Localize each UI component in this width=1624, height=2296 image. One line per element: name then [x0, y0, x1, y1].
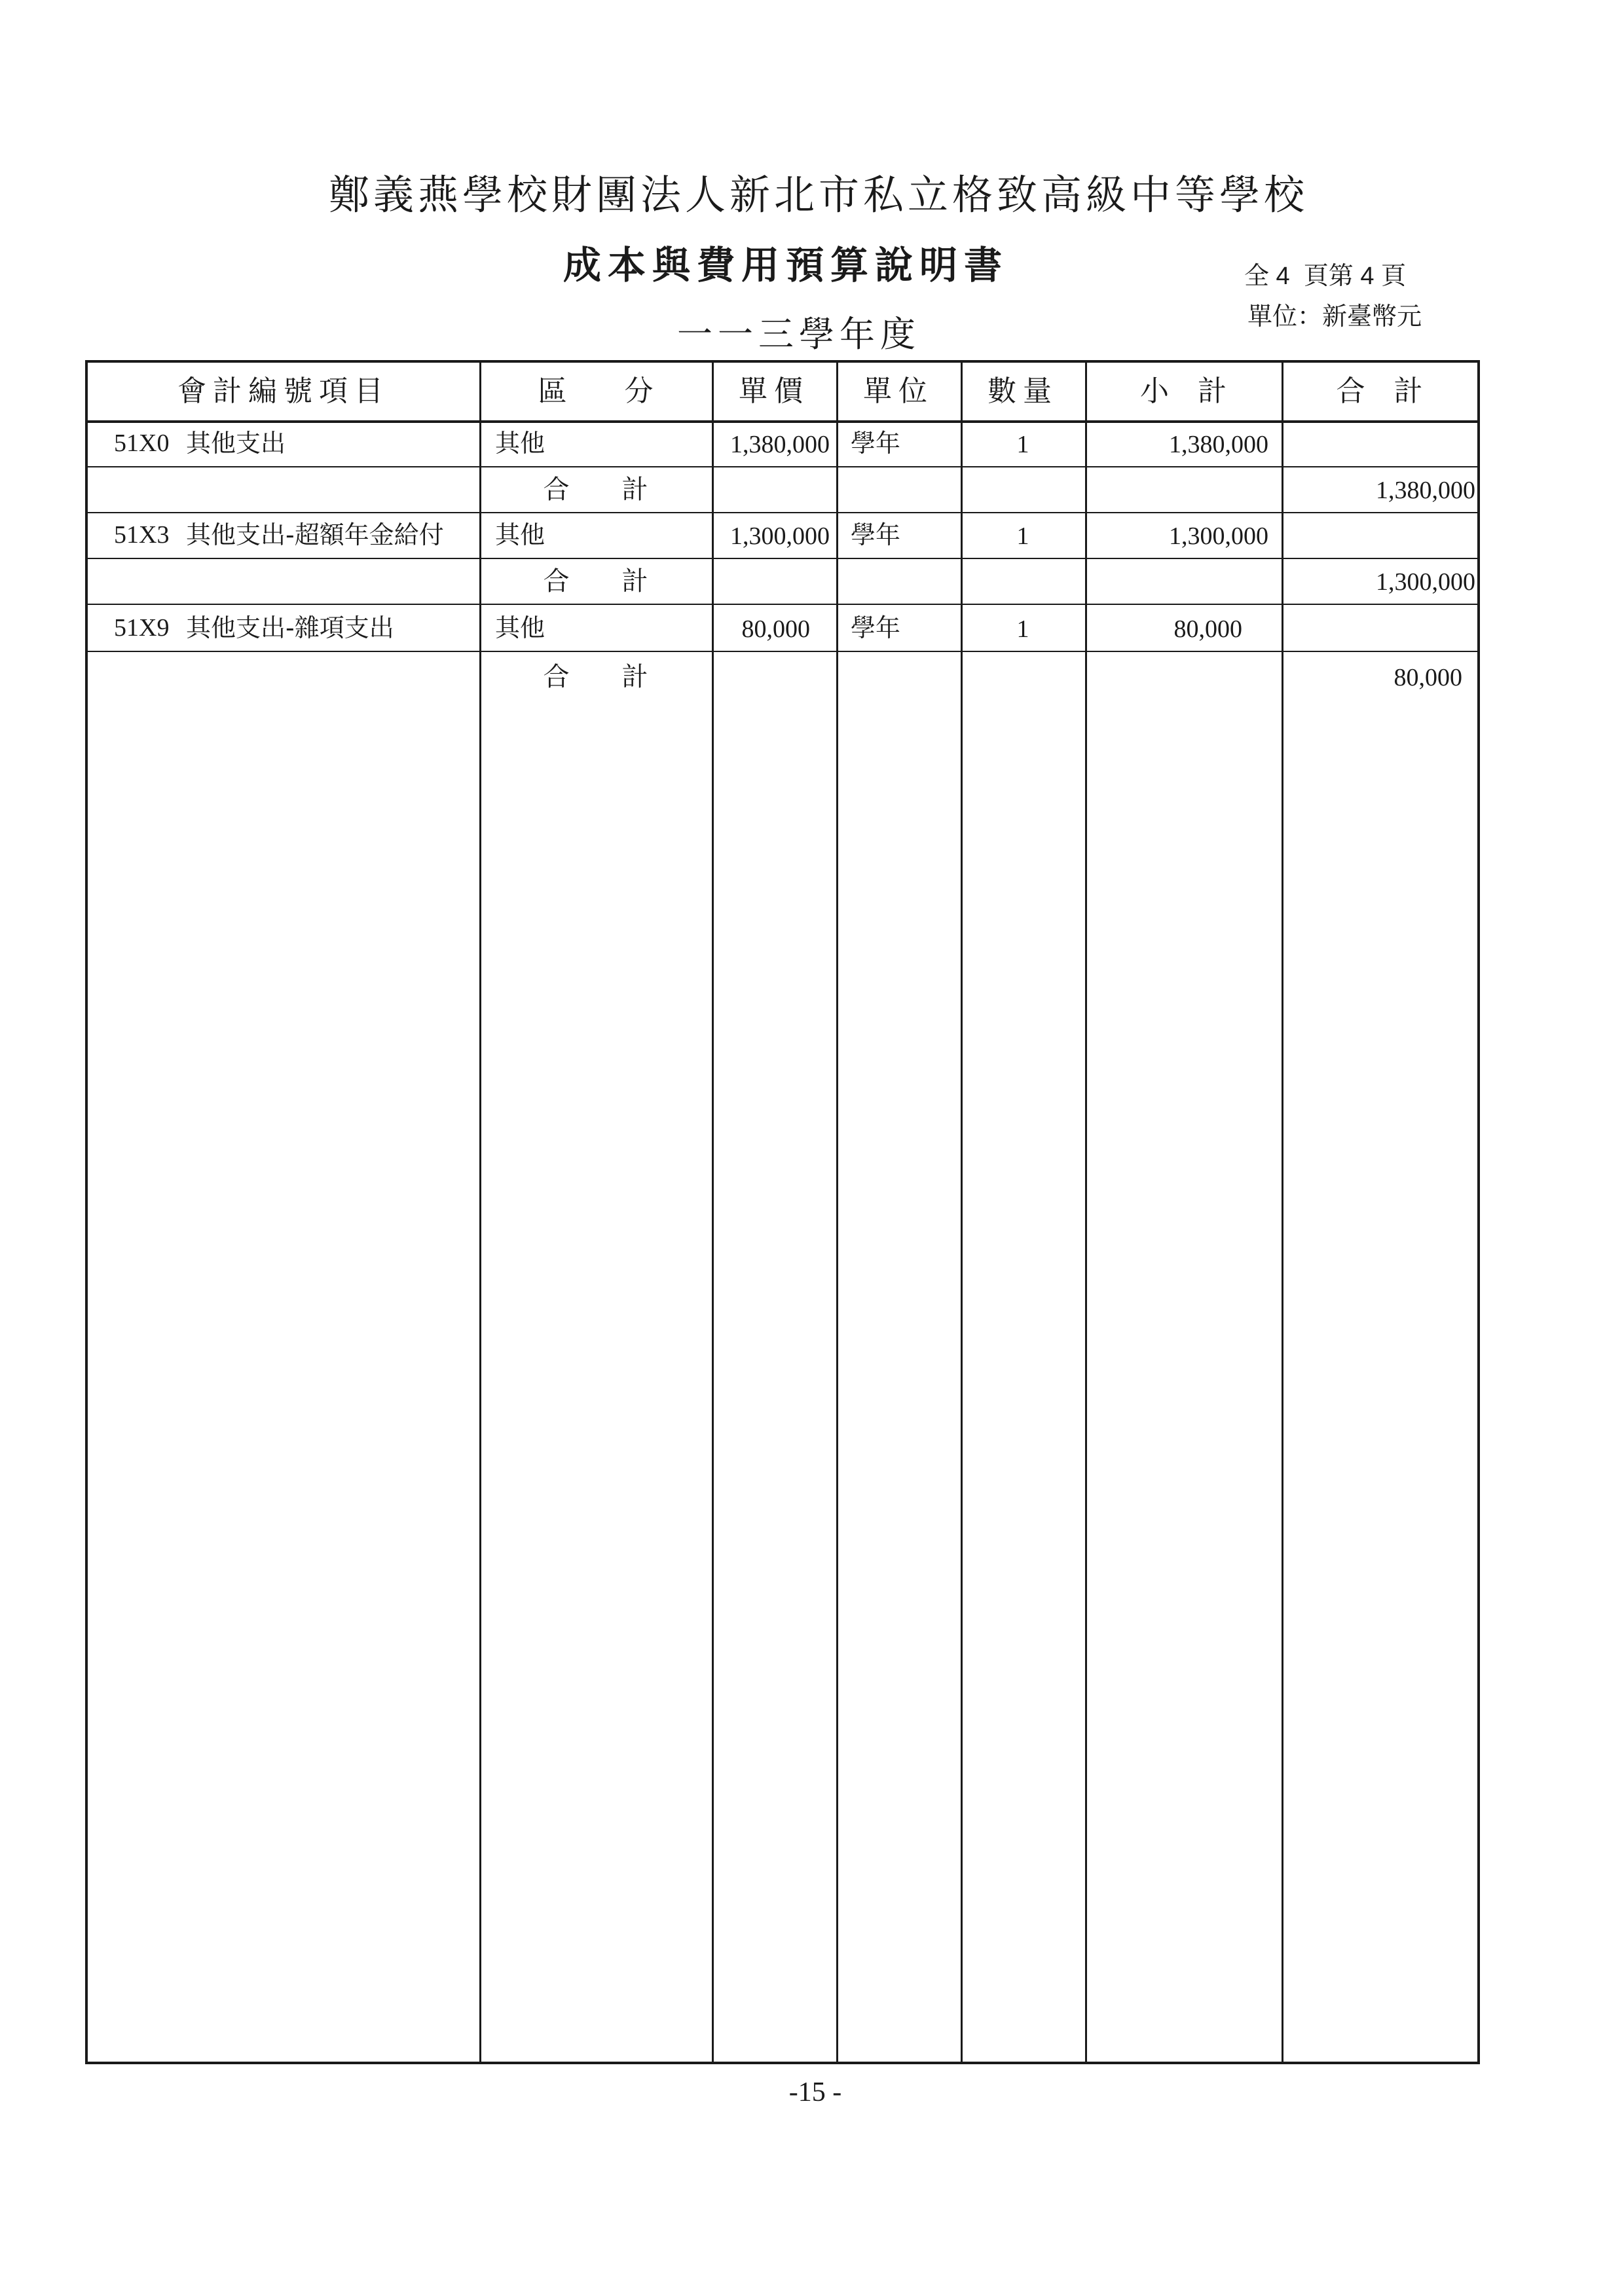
section-total: 1,300,000 — [1376, 568, 1475, 596]
subtotal: 1,300,000 — [1169, 522, 1268, 550]
column-header-category: 區 分 — [538, 374, 654, 408]
section-total: 1,380,000 — [1376, 477, 1475, 504]
total-label: 合 計 — [543, 662, 648, 692]
account-item: 其他支出-超額年金給付 — [186, 520, 444, 549]
row-divider — [88, 558, 1477, 559]
category: 其他 — [495, 520, 545, 549]
column-header-quantity: 數量 — [987, 374, 1058, 408]
unit: 學年 — [851, 520, 901, 549]
document-subtitle: 成本與費用預算說明書 — [563, 243, 1008, 287]
unit: 學年 — [851, 429, 901, 458]
category: 其他 — [495, 613, 545, 642]
academic-year: 一一三學年度 — [677, 314, 921, 355]
account-code: 51X3 — [114, 521, 170, 549]
column-divider — [1282, 363, 1283, 2062]
page-number: -15 - — [788, 2077, 842, 2107]
row-divider — [88, 466, 1477, 467]
currency-unit: 單位：新臺幣元 — [1247, 303, 1422, 331]
account-item: 其他支出 — [186, 429, 286, 458]
column-divider — [479, 363, 481, 2062]
header-divider — [88, 420, 1477, 423]
unit-price: 1,300,000 — [730, 522, 830, 550]
page-info: 全 4 頁第 4 頁 — [1244, 263, 1407, 290]
column-header-unit: 單位 — [863, 374, 934, 408]
column-header-subtotal: 小 計 — [1140, 374, 1227, 408]
account-code: 51X9 — [114, 614, 170, 642]
column-header-total: 合 計 — [1336, 374, 1423, 408]
column-header-account-item: 會計編號項目 — [177, 374, 390, 408]
account-item: 其他支出-雜項支出 — [186, 613, 394, 642]
document-title: 鄭義燕學校財團法人新北市私立格致高級中等學校 — [328, 171, 1308, 219]
quantity: 1 — [1016, 431, 1029, 458]
column-header-unit-price: 單價 — [739, 374, 809, 408]
budget-table — [85, 360, 1480, 2064]
unit-price: 1,380,000 — [730, 431, 830, 458]
total-label: 合 計 — [543, 566, 648, 596]
quantity: 1 — [1016, 615, 1029, 643]
unit-price: 80,000 — [741, 615, 810, 643]
row-divider — [88, 512, 1477, 513]
column-divider — [836, 363, 838, 2062]
unit: 學年 — [851, 613, 901, 642]
subtotal: 80,000 — [1173, 615, 1242, 643]
row-divider — [88, 604, 1477, 605]
account-code: 51X0 — [114, 429, 170, 457]
subtotal: 1,380,000 — [1169, 431, 1268, 458]
quantity: 1 — [1016, 522, 1029, 550]
row-divider — [88, 651, 1477, 652]
section-total: 80,000 — [1393, 664, 1462, 691]
category: 其他 — [495, 429, 545, 458]
total-label: 合 計 — [543, 475, 648, 505]
